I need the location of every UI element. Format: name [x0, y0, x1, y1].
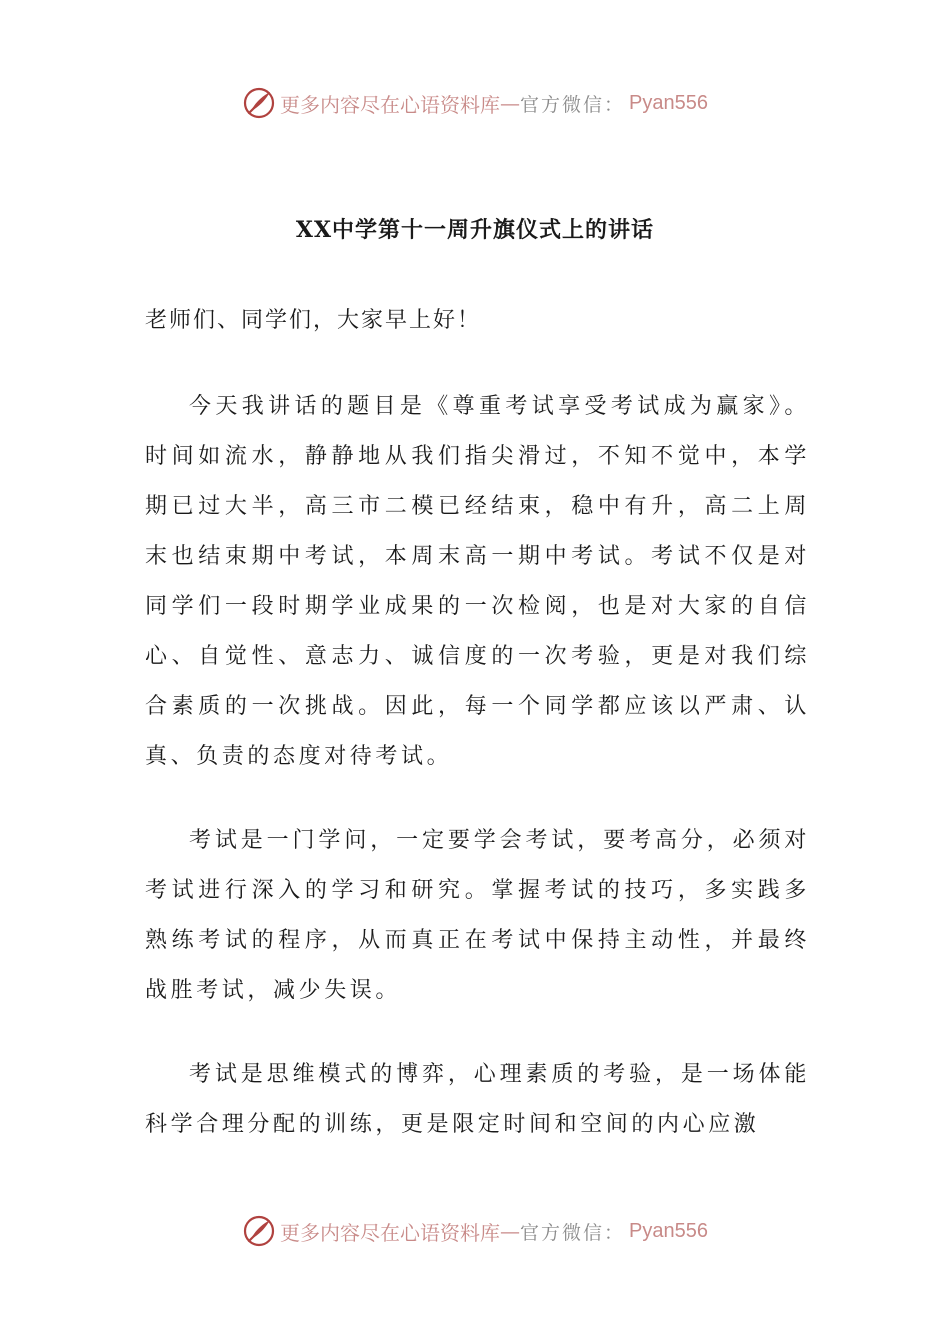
- paragraph: 今天我讲话的题目是《尊重考试享受考试成为赢家》。时间如流水，静静地从我们指尖滑过，不知不觉中，本学期已过大半，高三市二模已经结束，稳中有升，高二上周末也结束期中考试，本周末高一期中考试。考试不仅是对同学们一段时期学业成果的一次检阅，也是对大家的自信心、自觉性、意志力、诚信度的一次考验，更是对我们综合素质的一次挑战。因此，每一个同学都应该以严肃、认真、负责的态度对待考试。: [145, 394, 810, 769]
- header-brand-text: 更多内容尽在心语资料库: [280, 92, 500, 117]
- footer-wechat-label: 官方微信：: [520, 1221, 626, 1244]
- document-title: XX中学第十一周升旗仪式上的讲话: [295, 217, 655, 243]
- quill-pen-icon: [242, 1214, 276, 1248]
- footer-separator: —: [500, 1219, 520, 1243]
- greeting: 老师们、同学们，大家早上好！: [145, 308, 482, 333]
- footer-brand-text: 更多内容尽在心语资料库: [280, 1220, 500, 1245]
- header-separator: —: [500, 91, 520, 115]
- footer-banner: [0, 1211, 950, 1251]
- header-wechat-label: 官方微信：: [520, 93, 626, 116]
- document-content: [145, 296, 810, 1150]
- paragraph: 考试是思维模式的博弈，心理素质的考验，是一场体能科学合理分配的训练，更是限定时间和空间的内心应激: [145, 1062, 810, 1137]
- paragraph: 考试是一门学问，一定要学会考试，要考高分，必须对考试进行深入的学习和研究。掌握考试的技巧，多实践多熟练考试的程序，从而真正在考试中保持主动性，并最终战胜考试，减少失误。: [145, 828, 810, 1003]
- footer-wechat-id: Pyan556: [629, 1219, 708, 1242]
- header-wechat-id: Pyan556: [629, 91, 708, 114]
